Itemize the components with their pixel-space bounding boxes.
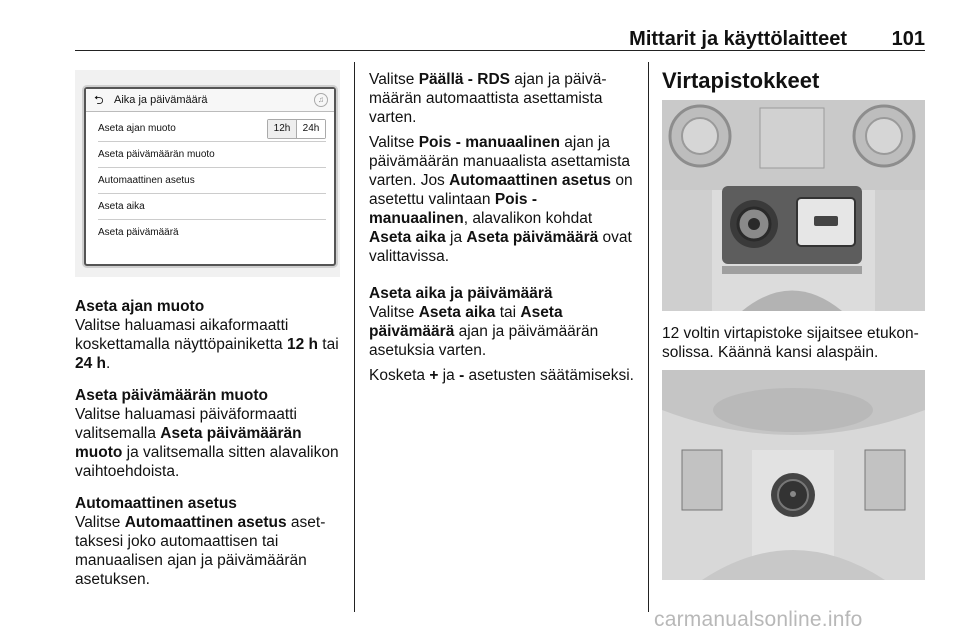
menu-item-set-time[interactable] xyxy=(98,194,326,220)
music-note-icon[interactable]: ♫ xyxy=(314,93,328,107)
paragraph: Kosketa + ja - asetusten säätämiseksi. xyxy=(369,367,634,384)
menu-item-time-format[interactable] xyxy=(98,116,326,142)
column-divider-1 xyxy=(354,62,355,612)
toggle-12h[interactable]: 12h xyxy=(268,120,296,138)
screen-figure xyxy=(75,70,340,277)
console-illustration xyxy=(662,100,925,311)
power-outlet-photo xyxy=(662,100,925,311)
menu-item-label: Aseta päivämäärä xyxy=(98,227,179,238)
menu-item-date-format[interactable] xyxy=(98,142,326,168)
watermark: carmanualsonline.info xyxy=(654,608,863,631)
section-title: Virtapistokkeet xyxy=(662,68,820,93)
toggle-24h[interactable]: 24h xyxy=(296,120,325,138)
column-1 xyxy=(75,297,341,602)
menu-item-set-date[interactable] xyxy=(98,220,326,245)
menu-item-label: Aseta ajan muoto xyxy=(98,123,176,134)
menu-item-label: Aseta aika xyxy=(98,201,145,212)
header-rule xyxy=(75,50,925,51)
column-3 xyxy=(662,324,930,375)
section-heading: Automaattinen asetus xyxy=(75,495,237,512)
back-icon[interactable]: ⮌ xyxy=(94,93,104,107)
column-divider-2 xyxy=(648,62,649,612)
page-header xyxy=(75,28,925,50)
time-format-toggle[interactable] xyxy=(267,119,326,139)
paragraph: Valitse Automaattinen asetus asettaksesi joko automaattisen tai manuaalisen ajan ja päivämäärän asetuksen. xyxy=(75,514,326,588)
paragraph: Valitse Päällä - RDS ajan ja päivämäärän automaattista asettamista varten. xyxy=(369,71,607,126)
column-2 xyxy=(369,70,635,398)
caption: 12 voltin virtapistoke sijaitsee etukonsolissa. Käännä kansi alaspäin. xyxy=(662,325,919,361)
section-heading: Aseta ajan muoto xyxy=(75,298,205,315)
header-title: Mittarit ja käyttölaitteet xyxy=(629,28,847,50)
screen-title: Aika ja päivämäärä xyxy=(114,94,208,106)
paragraph: Valitse haluamasi päiväformaatti valitsemalla Aseta päivämäärän muoto ja valitsemalla sitten alavalikon vaihtoehdoista. xyxy=(75,406,339,480)
section-heading: Aseta aika ja päivämäärä xyxy=(369,285,553,302)
infotainment-screen xyxy=(84,87,336,266)
paragraph: Valitse Aseta aika tai Aseta päivämäärä ajan ja päivämäärän asetuksia varten. xyxy=(369,304,599,359)
menu-item-label: Automaattinen asetus xyxy=(98,175,195,186)
menu-item-label: Aseta päivämäärän muoto xyxy=(98,149,215,160)
screen-title-bar xyxy=(86,89,334,112)
paragraph: Valitse haluamasi aikaformaatti koskettamalla näyttöpainiketta 12 h tai 24 h. xyxy=(75,317,339,372)
page-number: 101 xyxy=(891,28,925,50)
paragraph: Valitse Pois - manuaalinen ajan ja päivämäärän manuaalista asettamista varten. Jos Automaattinen asetus on asetettu valintaan Pois - manuaalinen, alavalikon kohdat Aseta aika ja Aseta päivämäärä ovat valittavissa. xyxy=(369,134,633,265)
outlet-cover-photo xyxy=(662,370,925,580)
menu-item-auto-set[interactable] xyxy=(98,168,326,194)
section-heading: Aseta päivämäärän muoto xyxy=(75,387,268,404)
outlet-cover-illustration xyxy=(662,370,925,580)
